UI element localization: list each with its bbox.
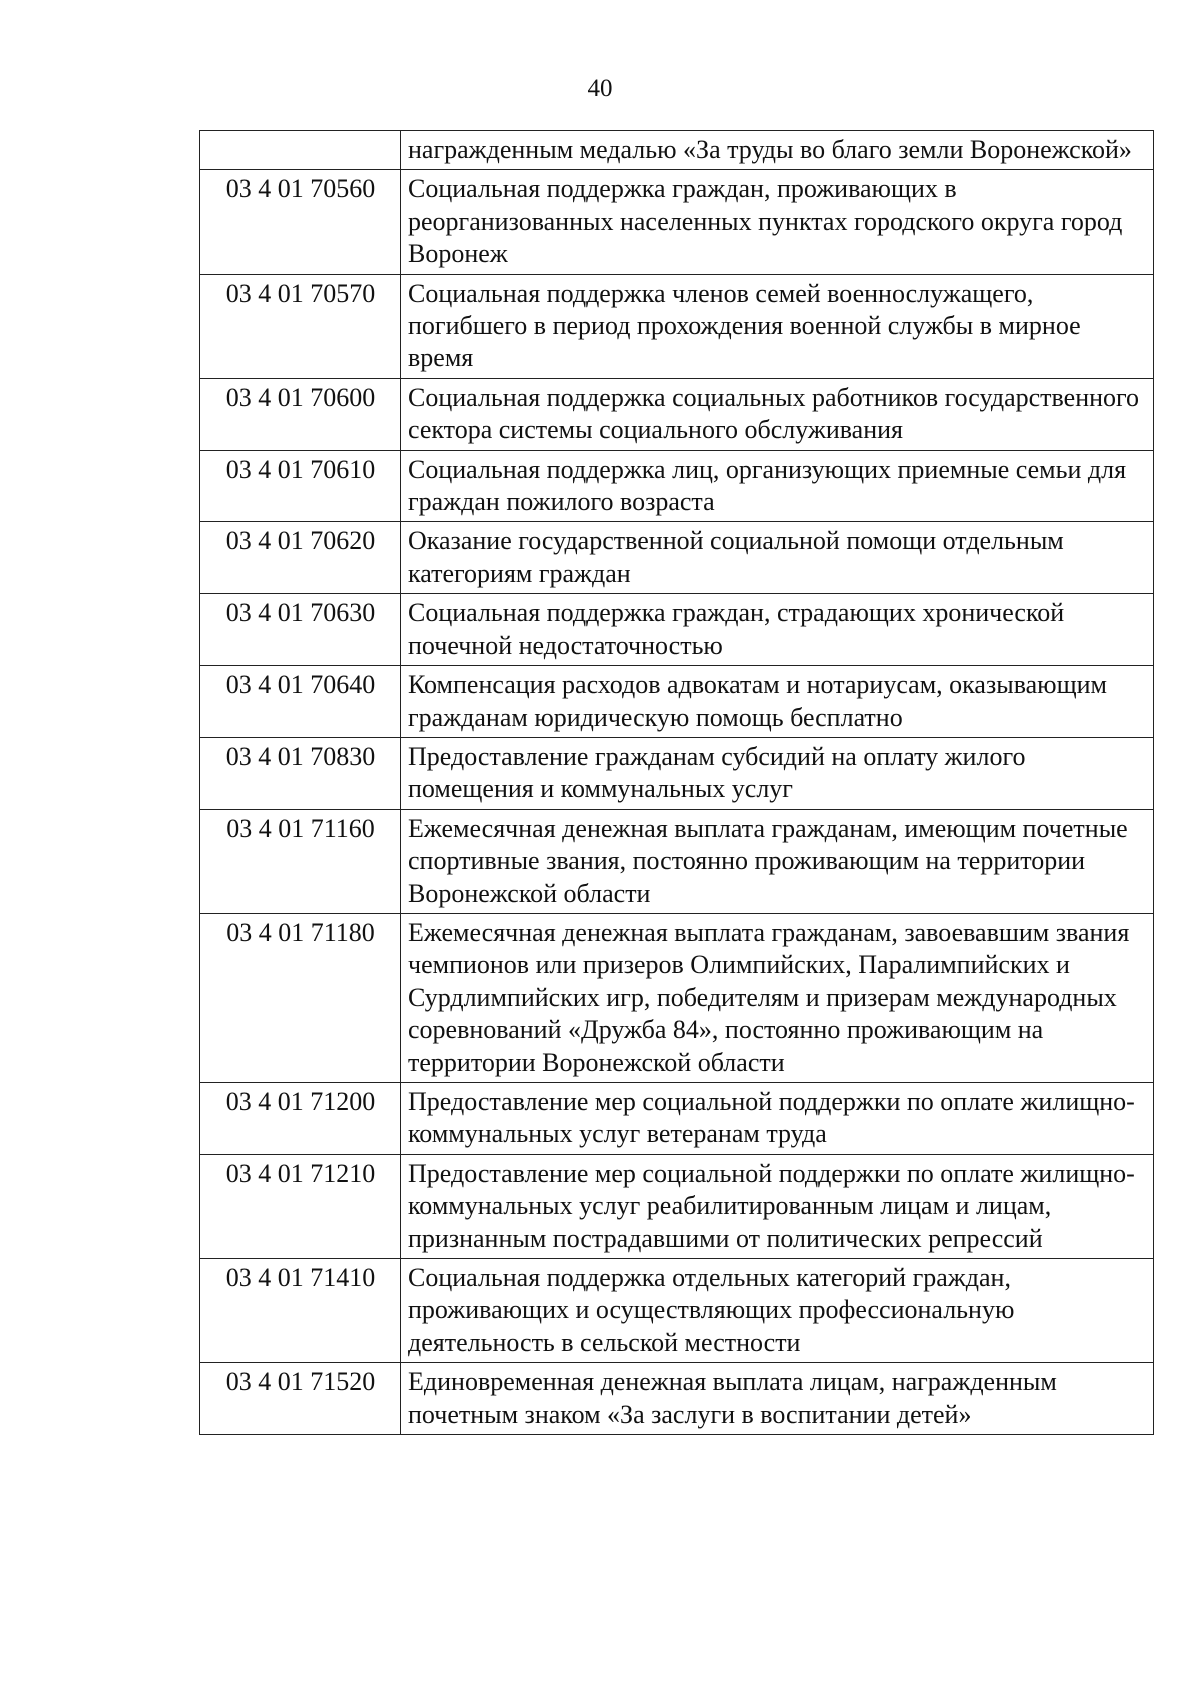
table-row: [200, 378, 1154, 450]
code-cell: 03 4 01 70570: [200, 274, 401, 378]
code-cell: 03 4 01 71410: [200, 1259, 401, 1363]
table-row: [200, 450, 1154, 522]
description-cell: Социальная поддержка членов семей военнослужащего, погибшего в период прохождения военной службы в мирное время: [401, 274, 1154, 378]
table-row: [200, 131, 1154, 170]
table-row: [200, 1154, 1154, 1258]
description-cell: Предоставление гражданам субсидий на оплату жилого помещения и коммунальных услуг: [401, 737, 1154, 809]
code-cell: 03 4 01 70830: [200, 737, 401, 809]
table-row: [200, 809, 1154, 913]
table-row: [200, 1259, 1154, 1363]
description-cell: Социальная поддержка отдельных категорий граждан, проживающих и осуществляющих профессиональную деятельность в сельской местности: [401, 1259, 1154, 1363]
code-cell: 03 4 01 70620: [200, 522, 401, 594]
code-cell: 03 4 01 71200: [200, 1082, 401, 1154]
description-cell: Социальная поддержка граждан, страдающих хронической почечной недостаточностью: [401, 594, 1154, 666]
description-cell: награжденным медалью «За труды во благо земли Воронежской»: [401, 131, 1154, 170]
description-cell: Социальная поддержка лиц, организующих приемные семьи для граждан пожилого возраста: [401, 450, 1154, 522]
table-row: [200, 737, 1154, 809]
code-cell: 03 4 01 71160: [200, 809, 401, 913]
budget-code-table: [199, 130, 1154, 1435]
description-cell: Ежемесячная денежная выплата гражданам, завоевавшим звания чемпионов или призеров Олимпийских, Паралимпийских и Сурдлимпийских игр, победителям и призерам международных соревнований «Дружба 84», постоянно проживающим на территории Воронежской области: [401, 913, 1154, 1082]
table-row: [200, 522, 1154, 594]
code-cell: [200, 131, 401, 170]
code-cell: 03 4 01 70610: [200, 450, 401, 522]
code-cell: 03 4 01 70600: [200, 378, 401, 450]
table-row: [200, 274, 1154, 378]
description-cell: Оказание государственной социальной помощи отдельным категориям граждан: [401, 522, 1154, 594]
table-row: [200, 913, 1154, 1082]
description-cell: Ежемесячная денежная выплата гражданам, имеющим почетные спортивные звания, постоянно проживающим на территории Воронежской области: [401, 809, 1154, 913]
code-cell: 03 4 01 70560: [200, 170, 401, 274]
table-row: [200, 1363, 1154, 1435]
page-number: 40: [587, 75, 613, 102]
description-cell: Компенсация расходов адвокатам и нотариусам, оказывающим гражданам юридическую помощь бесплатно: [401, 666, 1154, 738]
table-row: [200, 1082, 1154, 1154]
table-row: [200, 170, 1154, 274]
code-cell: 03 4 01 71210: [200, 1154, 401, 1258]
description-cell: Предоставление мер социальной поддержки по оплате жилищно-коммунальных услуг реабилитированным лицам и лицам, признанным пострадавшими от политических репрессий: [401, 1154, 1154, 1258]
description-cell: Предоставление мер социальной поддержки по оплате жилищно-коммунальных услуг ветеранам труда: [401, 1082, 1154, 1154]
description-cell: Социальная поддержка социальных работников государственного сектора системы социального обслуживания: [401, 378, 1154, 450]
description-cell: Единовременная денежная выплата лицам, награжденным почетным знаком «За заслуги в воспитании детей»: [401, 1363, 1154, 1435]
code-cell: 03 4 01 71520: [200, 1363, 401, 1435]
code-cell: 03 4 01 70640: [200, 666, 401, 738]
code-cell: 03 4 01 71180: [200, 913, 401, 1082]
code-cell: 03 4 01 70630: [200, 594, 401, 666]
table-row: [200, 666, 1154, 738]
description-cell: Социальная поддержка граждан, проживающих в реорганизованных населенных пунктах городского округа город Воронеж: [401, 170, 1154, 274]
table-row: [200, 594, 1154, 666]
